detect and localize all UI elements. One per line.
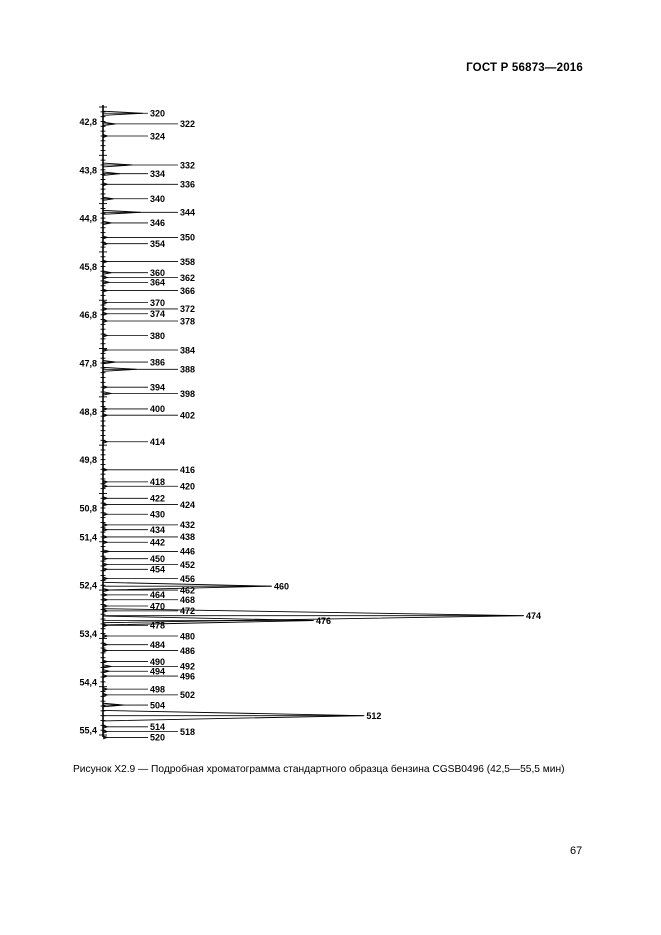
peak-label-496: 496 bbox=[180, 671, 196, 682]
peak-label-464: 464 bbox=[150, 590, 166, 601]
peak-label-432: 432 bbox=[180, 520, 196, 531]
peak-label-512: 512 bbox=[366, 710, 382, 721]
peak-label-354: 354 bbox=[150, 239, 166, 250]
peak-label-434: 434 bbox=[150, 524, 166, 535]
peak-label-320: 320 bbox=[150, 108, 166, 119]
peak-label-486: 486 bbox=[180, 645, 196, 656]
peak-label-384: 384 bbox=[180, 345, 196, 356]
peak-label-452: 452 bbox=[180, 559, 196, 570]
document-code: ГОСТ Р 56873—2016 bbox=[466, 62, 583, 74]
peak-label-456: 456 bbox=[180, 573, 196, 584]
tick-label: 52,4 bbox=[79, 580, 97, 591]
peak-label-474: 474 bbox=[526, 610, 542, 621]
peak-label-462: 462 bbox=[180, 585, 196, 596]
peak-label-484: 484 bbox=[150, 639, 166, 650]
peak-label-402: 402 bbox=[180, 410, 196, 421]
peak-label-344: 344 bbox=[180, 207, 196, 218]
peak-label-366: 366 bbox=[180, 285, 196, 296]
tick-label: 54,4 bbox=[79, 677, 97, 688]
figure-caption: Рисунок Х2.9 — Подробная хроматограмма стандартного образца бензина CGSB0496 (42,5—55,5 мин) bbox=[73, 764, 565, 775]
peak-label-420: 420 bbox=[180, 481, 196, 492]
tick-label: 50,8 bbox=[79, 503, 97, 514]
tick-label: 43,8 bbox=[79, 165, 97, 176]
tick-label: 45,8 bbox=[79, 261, 97, 272]
peak-label-414: 414 bbox=[150, 437, 166, 448]
peak-label-472: 472 bbox=[180, 606, 196, 617]
peak-label-424: 424 bbox=[180, 499, 196, 510]
peak-label-380: 380 bbox=[150, 330, 166, 341]
peak-label-480: 480 bbox=[180, 631, 196, 642]
peak-label-372: 372 bbox=[180, 304, 196, 315]
peak-label-398: 398 bbox=[180, 388, 196, 399]
peak-label-332: 332 bbox=[180, 160, 196, 171]
tick-label: 42,8 bbox=[79, 116, 97, 127]
peak-label-430: 430 bbox=[150, 509, 166, 520]
peak-label-490: 490 bbox=[150, 656, 166, 667]
peak-label-346: 346 bbox=[150, 218, 166, 229]
peak-label-446: 446 bbox=[180, 546, 196, 557]
peak-label-374: 374 bbox=[150, 309, 166, 320]
tick-label: 48,8 bbox=[79, 406, 97, 417]
peak-label-322: 322 bbox=[180, 119, 196, 130]
peak-label-476: 476 bbox=[316, 615, 332, 626]
tick-label: 49,8 bbox=[79, 455, 97, 466]
peak-label-478: 478 bbox=[150, 620, 166, 631]
peak-label-336: 336 bbox=[180, 179, 196, 190]
peak-label-394: 394 bbox=[150, 382, 166, 393]
tick-label: 53,4 bbox=[79, 629, 97, 640]
peak-label-388: 388 bbox=[180, 364, 196, 375]
peak-label-468: 468 bbox=[180, 595, 196, 606]
peak-label-360: 360 bbox=[150, 267, 166, 278]
peak-label-378: 378 bbox=[180, 316, 196, 327]
tick-label: 51,4 bbox=[79, 532, 97, 543]
peak-label-324: 324 bbox=[150, 131, 166, 142]
peak-label-470: 470 bbox=[150, 601, 166, 612]
peak-label-460: 460 bbox=[274, 581, 290, 592]
peak-label-450: 450 bbox=[150, 553, 166, 564]
peak-label-492: 492 bbox=[180, 661, 196, 672]
peak-label-498: 498 bbox=[150, 684, 166, 695]
peak-label-364: 364 bbox=[150, 277, 166, 288]
peak-label-418: 418 bbox=[150, 477, 166, 488]
peak-label-334: 334 bbox=[150, 168, 166, 179]
peak-label-518: 518 bbox=[180, 726, 196, 737]
page-number: 67 bbox=[570, 845, 583, 857]
peak-label-520: 520 bbox=[150, 732, 166, 743]
peak-label-502: 502 bbox=[180, 690, 196, 701]
peak-label-370: 370 bbox=[150, 297, 166, 308]
peak-label-422: 422 bbox=[150, 493, 166, 504]
peak-label-494: 494 bbox=[150, 666, 166, 677]
tick-label: 47,8 bbox=[79, 358, 97, 369]
peak-label-442: 442 bbox=[150, 537, 166, 548]
tick-label: 46,8 bbox=[79, 310, 97, 321]
peak-label-386: 386 bbox=[150, 357, 166, 368]
tick-label: 55,4 bbox=[79, 725, 97, 736]
peak-label-350: 350 bbox=[180, 232, 196, 243]
peak-label-416: 416 bbox=[180, 465, 196, 476]
peak-label-454: 454 bbox=[150, 564, 166, 575]
peak-label-358: 358 bbox=[180, 256, 196, 267]
peak-label-340: 340 bbox=[150, 194, 166, 205]
tick-label: 44,8 bbox=[79, 213, 97, 224]
peak-label-362: 362 bbox=[180, 272, 196, 283]
peak-label-438: 438 bbox=[180, 532, 196, 543]
peak-label-514: 514 bbox=[150, 722, 166, 733]
peak-label-400: 400 bbox=[150, 404, 166, 415]
peak-label-504: 504 bbox=[150, 700, 166, 711]
